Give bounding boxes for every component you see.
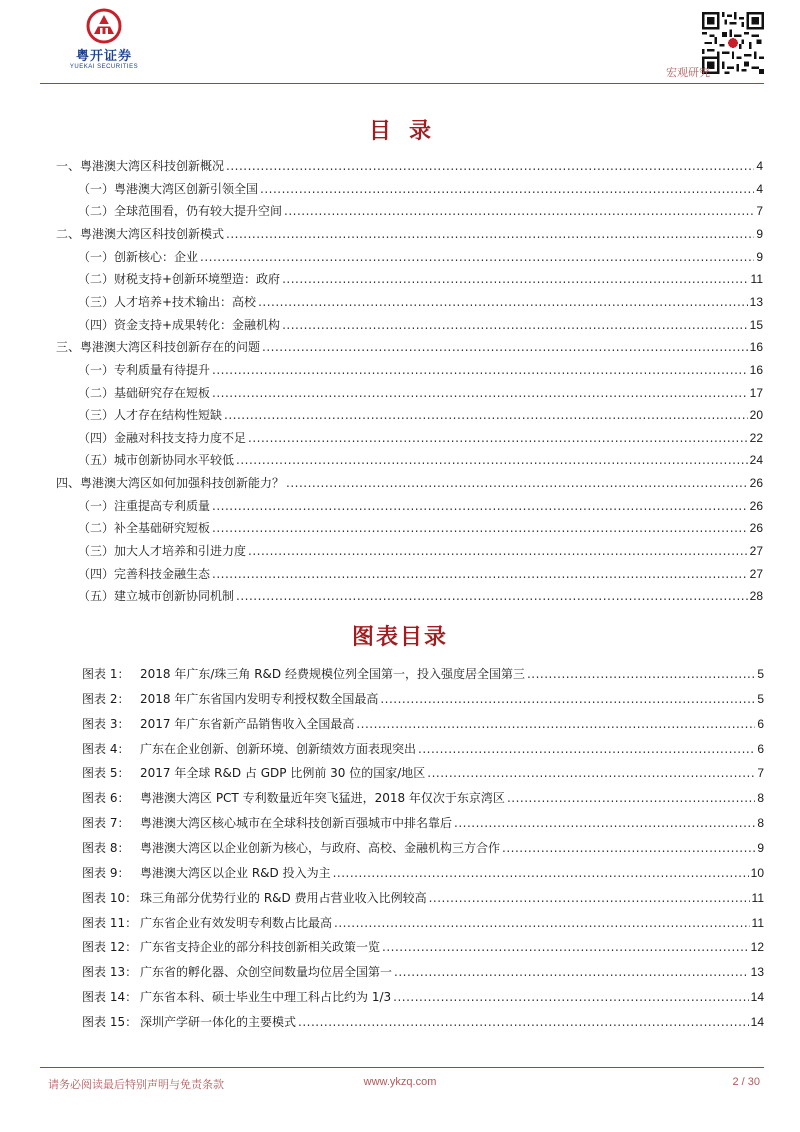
toc-entry-title: （二）基础研究存在短板 <box>78 385 211 400</box>
toc-section-entry[interactable] <box>78 407 763 423</box>
figure-list-entry[interactable] <box>82 1014 764 1030</box>
figure-leader-dots <box>298 1014 749 1030</box>
figure-entry-title: 2018 年广东/珠三角 R&D 经费规模位列全国第一，投入强度居全国第三 <box>140 667 525 681</box>
toc-section-entry[interactable] <box>78 430 763 446</box>
toc-leader-dots <box>282 317 748 333</box>
figure-leader-dots <box>427 765 755 781</box>
toc-entry-page: 26 <box>749 521 763 536</box>
figure-leader-dots <box>393 989 749 1005</box>
figure-entry-page: 5 <box>757 691 764 706</box>
toc-leader-dots <box>212 498 748 514</box>
figure-entry-text <box>82 790 505 806</box>
figure-leader-dots <box>502 840 755 856</box>
header-divider <box>40 83 764 84</box>
figure-leader-dots <box>356 716 755 732</box>
page-header <box>0 0 800 88</box>
toc-section-entry[interactable] <box>78 271 763 287</box>
figure-entry-page: 12 <box>750 940 764 955</box>
figure-entry-label: 图表 13： <box>82 965 138 980</box>
figure-leader-dots <box>429 890 750 906</box>
figure-entry-text <box>82 1014 296 1030</box>
toc-leader-dots <box>260 181 754 197</box>
toc-leader-dots <box>236 452 748 468</box>
toc-chapter-entry[interactable] <box>56 226 763 242</box>
toc-leader-dots <box>262 339 748 355</box>
figure-list-entry[interactable] <box>82 964 764 980</box>
brand-name-cn: 粤开证券 <box>75 49 132 64</box>
toc-leader-dots <box>236 588 748 604</box>
toc-leader-dots <box>282 271 748 287</box>
figure-list-heading: 图表目录 <box>351 625 448 650</box>
figure-entry-text <box>82 666 525 682</box>
toc-section-entry[interactable] <box>78 317 763 333</box>
figure-entry-label: 图表 8： <box>82 841 130 855</box>
figure-entry-text <box>82 815 452 831</box>
figure-list-entry[interactable] <box>82 666 764 682</box>
figure-list-entry[interactable] <box>82 765 764 781</box>
figure-entry-title: 广东在企业创新、创新环境、创新绩效方面表现突出 <box>140 741 417 756</box>
figure-entry-title: 广东省企业有效发明专利数占比最高 <box>140 915 333 930</box>
figure-entry-page: 11 <box>751 915 764 930</box>
figure-entry-title: 粤港澳大湾区 PCT 专利数量近年突飞猛进，2018 年仅次于东京湾区 <box>140 791 505 806</box>
toc-entry-title: （四）资金支持+成果转化：金融机构 <box>78 317 281 332</box>
figure-entry-title: 珠三角部分优势行业的 R&D 费用占营业收入比例较高 <box>140 890 427 905</box>
figure-entry-page: 6 <box>757 716 764 731</box>
toc-entry-page: 17 <box>749 385 763 400</box>
toc-entry-title: 一、粤港澳大湾区科技创新概况 <box>56 159 225 173</box>
toc-leader-dots <box>284 203 754 219</box>
footer-disclaimer[interactable]: 请务必阅读最后特别声明与免责条款 <box>48 1078 224 1091</box>
toc-entry-title: 四、粤港澳大湾区如何加强科技创新能力？ <box>56 476 285 491</box>
footer-page-number: 2 / 30 <box>732 1076 760 1088</box>
toc-leader-dots <box>286 475 748 491</box>
figure-entry-text <box>82 964 392 980</box>
figure-entry-page: 5 <box>757 667 764 681</box>
toc-entry-page: 20 <box>749 408 763 423</box>
figure-entry-title: 广东省本科、硕士毕业生中理工科占比约为 1/3 <box>140 990 392 1004</box>
figure-entry-page: 7 <box>757 766 764 781</box>
toc-entry-page: 27 <box>749 544 763 558</box>
toc-entry-page: 9 <box>756 249 763 264</box>
toc-leader-dots <box>212 520 748 536</box>
figure-entry-label: 图表 4： <box>82 741 130 756</box>
toc-entry-title: （二）财税支持+创新环境塑造：政府 <box>78 272 281 287</box>
toc-entry-title: （一）创新核心：企业 <box>78 249 199 264</box>
toc-entry-page: 4 <box>756 159 763 173</box>
figure-entry-title: 粤港澳大湾区以企业创新为核心，与政府、高校、金融机构三方合作 <box>140 841 501 855</box>
toc-chapter-entry[interactable] <box>56 158 763 174</box>
figure-entry-title: 广东省的孵化器、众创空间数量均位居全国第一 <box>140 965 393 980</box>
toc-leader-dots <box>212 362 748 378</box>
figure-list-entry[interactable] <box>82 691 764 707</box>
figure-entry-page: 8 <box>757 791 764 806</box>
figure-list-entry[interactable] <box>82 865 764 881</box>
toc-entry-title: （四）金融对科技支持力度不足 <box>78 430 247 445</box>
toc-entry-page: 16 <box>749 340 763 355</box>
toc-entry-page: 26 <box>749 476 763 491</box>
figure-entry-page: 10 <box>750 865 764 880</box>
figure-entry-label: 图表 14： <box>82 990 138 1004</box>
toc-entry-title: （三）人才存在结构性短缺 <box>78 408 223 423</box>
toc-section-entry[interactable] <box>78 249 763 265</box>
toc-section-entry[interactable] <box>78 181 763 197</box>
figure-list-entry[interactable] <box>82 989 764 1005</box>
figure-leader-dots <box>507 790 755 806</box>
toc-section-entry[interactable] <box>78 203 763 219</box>
toc-entry-title: （二）补全基础研究短板 <box>78 521 211 536</box>
figure-entry-label: 图表 10： <box>82 890 138 905</box>
figure-entry-text <box>82 865 331 881</box>
toc-entry-page: 24 <box>749 453 763 468</box>
figure-list-entry[interactable] <box>82 840 764 856</box>
figure-entry-title: 深圳产学研一体化的主要模式 <box>140 1014 297 1029</box>
figure-entry-text <box>82 989 391 1005</box>
figure-entry-label: 图表 15： <box>82 1014 138 1029</box>
toc-entry-title: 二、粤港澳大湾区科技创新模式 <box>56 226 225 241</box>
figure-entry-label: 图表 2： <box>82 691 130 706</box>
toc-section-entry[interactable] <box>78 566 763 582</box>
toc-entry-page: 22 <box>749 430 763 445</box>
toc-entry-title: （一）注重提高专利质量 <box>78 498 211 513</box>
figure-entry-text <box>82 691 378 707</box>
toc-entry-title: （五）城市创新协同水平较低 <box>78 453 235 468</box>
figure-entry-title: 2017 年全球 R&D 占 GDP 比例前 30 位的国家/地区 <box>140 766 426 781</box>
toc-section-entry[interactable] <box>78 498 763 514</box>
toc-entry-page: 16 <box>749 362 763 377</box>
toc-leader-dots <box>248 430 748 446</box>
toc-section-entry[interactable] <box>78 452 763 468</box>
toc-leader-dots <box>226 158 754 174</box>
toc-leader-dots <box>248 543 748 559</box>
figure-entry-page: 9 <box>757 841 764 855</box>
figure-entry-page: 11 <box>751 890 764 905</box>
toc-entry-page: 11 <box>750 272 763 287</box>
figure-leader-dots <box>333 865 749 881</box>
toc-entry-title: （四）完善科技金融生态 <box>78 566 211 581</box>
toc-section-entry[interactable] <box>78 362 763 378</box>
qr-code-icon <box>702 12 764 74</box>
figure-list-entry[interactable] <box>82 790 764 806</box>
toc-leader-dots <box>212 385 748 401</box>
report-category: 宏观研究 <box>666 66 710 79</box>
figure-entry-text <box>82 890 427 906</box>
figure-entry-text <box>82 840 500 856</box>
figure-entry-page: 8 <box>757 816 764 831</box>
figure-entry-text <box>82 765 425 781</box>
toc-leader-dots <box>226 226 754 242</box>
toc-section-entry[interactable] <box>78 385 763 401</box>
figure-leader-dots <box>334 915 750 931</box>
figure-leader-dots <box>394 964 749 980</box>
toc-entry-title: （五）建立城市创新协同机制 <box>78 589 235 604</box>
figure-entry-text <box>82 939 380 955</box>
toc-chapter-entry[interactable] <box>56 339 763 355</box>
figure-entry-text <box>82 716 354 732</box>
toc-chapter-entry[interactable] <box>56 475 763 491</box>
figure-entry-label: 图表 1： <box>82 667 130 681</box>
figure-entry-page: 6 <box>757 741 764 756</box>
toc-entry-page: 4 <box>756 181 763 196</box>
toc-entry-page: 28 <box>749 589 763 604</box>
figure-entry-title: 广东省支持企业的部分科技创新相关政策一览 <box>140 940 381 955</box>
toc-heading: 目录 <box>368 119 449 144</box>
footer-website[interactable]: www.ykzq.com <box>363 1076 437 1088</box>
toc-entry-page: 7 <box>756 204 763 219</box>
figure-entry-label: 图表 9： <box>82 865 130 880</box>
figure-entry-page: 14 <box>750 1014 764 1029</box>
toc-entry-title: 三、粤港澳大湾区科技创新存在的问题 <box>56 340 261 355</box>
figure-list-entry[interactable] <box>82 716 764 732</box>
figure-entry-title: 粤港澳大湾区以企业 R&D 投入为主 <box>140 865 331 880</box>
figure-entry-title: 2017 年广东省新产品销售收入全国最高 <box>140 716 355 731</box>
figure-entry-title: 2018 年广东省国内发明专利授权数全国最高 <box>140 691 379 706</box>
toc-leader-dots <box>258 294 748 310</box>
toc-entry-page: 13 <box>749 294 763 309</box>
toc-section-entry[interactable] <box>78 520 763 536</box>
figure-entry-label: 图表 5： <box>82 766 130 781</box>
toc-leader-dots <box>212 566 748 582</box>
figure-entry-title: 粤港澳大湾区核心城市在全球科技创新百强城市中排名靠后 <box>140 816 453 831</box>
toc-section-entry[interactable] <box>78 543 763 559</box>
toc-entry-title: （一）粤港澳大湾区创新引领全国 <box>78 181 259 196</box>
figure-entry-label: 图表 6： <box>82 791 130 806</box>
toc-entry-title: （三）加大人才培养和引进力度 <box>78 544 247 558</box>
figure-list-entry[interactable] <box>82 815 764 831</box>
figure-entry-label: 图表 7： <box>82 816 130 831</box>
logo-mark-icon <box>86 8 122 44</box>
toc-leader-dots <box>224 407 748 423</box>
toc-section-entry[interactable] <box>78 294 763 310</box>
figure-leader-dots <box>527 666 755 682</box>
figure-entry-page: 13 <box>750 965 764 980</box>
footer-divider <box>40 1067 764 1068</box>
brand-logo <box>64 8 144 70</box>
figure-entry-label: 图表 11： <box>82 915 138 930</box>
figure-list-entry[interactable] <box>82 939 764 955</box>
toc-entry-page: 26 <box>749 498 763 513</box>
figure-entry-text <box>82 915 332 931</box>
figure-leader-dots <box>382 939 749 955</box>
figure-entry-label: 图表 12： <box>82 940 138 955</box>
toc-entry-title: （二）全球范围看，仍有较大提升空间 <box>78 204 283 219</box>
brand-name-en: YUEKAI SECURITIES <box>69 64 139 70</box>
figure-leader-dots <box>380 691 755 707</box>
figure-leader-dots <box>454 815 755 831</box>
toc-section-entry[interactable] <box>78 588 763 604</box>
toc-entry-title: （三）人才培养+技术输出：高校 <box>78 294 257 309</box>
toc-entry-page: 9 <box>756 226 763 241</box>
toc-entry-page: 15 <box>749 317 763 332</box>
toc-entry-title: （一）专利质量有待提升 <box>78 362 211 377</box>
figure-entry-page: 14 <box>750 990 764 1004</box>
figure-list-entry[interactable] <box>82 915 764 931</box>
figure-list-entry[interactable] <box>82 890 764 906</box>
toc-entry-page: 27 <box>749 566 763 581</box>
figure-entry-label: 图表 3： <box>82 716 130 731</box>
toc-leader-dots <box>200 249 754 265</box>
figure-leader-dots <box>418 741 755 757</box>
figure-list-entry[interactable] <box>82 741 764 757</box>
figure-entry-text <box>82 741 416 757</box>
